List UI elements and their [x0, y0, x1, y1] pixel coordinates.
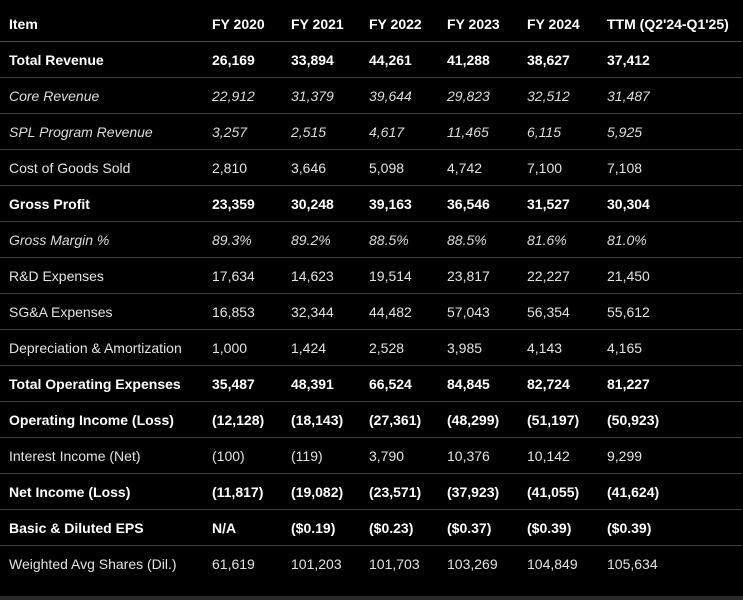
- table-cell: 22,912: [203, 78, 282, 114]
- table-row: [0, 78, 742, 114]
- table-cell: 31,527: [518, 186, 598, 222]
- row-label: R&D Expenses: [0, 258, 203, 294]
- table-cell: (19,082): [282, 474, 360, 510]
- header-item: Item: [0, 6, 203, 42]
- table-cell: 1,000: [203, 330, 282, 366]
- table-cell: ($0.37): [438, 510, 518, 546]
- table-cell: 4,742: [438, 150, 518, 186]
- table-cell: 81.6%: [518, 222, 598, 258]
- table-cell: (23,571): [360, 474, 438, 510]
- table-cell: 61,619: [212, 555, 255, 572]
- table-cell: 9,299: [598, 438, 742, 474]
- table-cell: 32,344: [282, 294, 360, 330]
- row-label: Core Revenue: [0, 78, 203, 114]
- table-cell: N/A: [203, 510, 282, 546]
- row-label: Cost of Goods Sold: [0, 150, 203, 186]
- table-cell: 33,894: [282, 42, 360, 78]
- table-cell: (18,143): [282, 402, 360, 438]
- table-row: [0, 330, 742, 366]
- financial-table: [0, 6, 742, 581]
- table-cell: (119): [282, 438, 360, 474]
- table-cell: 66,524: [360, 366, 438, 402]
- table-cell: 23,359: [203, 186, 282, 222]
- table-cell: 89.2%: [282, 222, 360, 258]
- table-cell: 11,465: [438, 114, 518, 150]
- table-cell: 82,724: [518, 366, 598, 402]
- table-cell: ($0.39): [598, 510, 742, 546]
- header-fy2022: FY 2022: [360, 6, 438, 42]
- row-label: Gross Profit: [0, 186, 203, 222]
- header-fy2020: FY 2020: [203, 6, 282, 42]
- row-label: Interest Income (Net): [0, 438, 203, 474]
- table-cell: 44,482: [360, 294, 438, 330]
- table-row: [0, 186, 742, 222]
- table-cell: 4,143: [518, 330, 598, 366]
- table-row: [0, 42, 742, 78]
- table-row: [0, 510, 742, 546]
- table-cell: 56,354: [518, 294, 598, 330]
- table-cell: 19,514: [360, 258, 438, 294]
- table-cell: 3,257: [203, 114, 282, 150]
- row-label: Total Revenue: [0, 42, 203, 78]
- row-label: SPL Program Revenue: [0, 114, 203, 150]
- table-cell: 35,487: [203, 366, 282, 402]
- table-cell: 32,512: [518, 78, 598, 114]
- table-row: [0, 402, 742, 438]
- table-cell: 41,288: [438, 42, 518, 78]
- table-cell: 10,142: [518, 438, 598, 474]
- table-cell: 30,248: [282, 186, 360, 222]
- table-cell: (27,361): [360, 402, 438, 438]
- table-cell: 88.5%: [438, 222, 518, 258]
- table-cell: ($0.23): [360, 510, 438, 546]
- table-cell: 1,424: [282, 330, 360, 366]
- bottom-scroll-strip: [0, 596, 743, 600]
- table-cell: 38,627: [518, 42, 598, 78]
- header-fy2024: FY 2024: [518, 6, 598, 42]
- table-cell: (50,923): [598, 402, 742, 438]
- table-cell: 4,617: [360, 114, 438, 150]
- table-cell: 7,100: [518, 150, 598, 186]
- table-cell: 26,169: [203, 42, 282, 78]
- table-cell: 21,450: [598, 258, 742, 294]
- header-fy2023: FY 2023: [438, 6, 518, 42]
- table-cell: 84,845: [438, 366, 518, 402]
- table-cell: 23,817: [438, 258, 518, 294]
- row-label: Depreciation & Amortization: [0, 330, 203, 366]
- table-cell: 2,810: [203, 150, 282, 186]
- row-label: Net Income (Loss): [0, 474, 203, 510]
- row-label: Total Operating Expenses: [0, 366, 203, 402]
- table-cell: (41,055): [518, 474, 598, 510]
- table-cell: 31,487: [598, 78, 742, 114]
- table-cell: 81.0%: [598, 222, 742, 258]
- row-label: Gross Margin %: [0, 222, 203, 258]
- table-cell: 104,849: [527, 555, 578, 572]
- table-cell: (100): [203, 438, 282, 474]
- table-cell: 14,623: [282, 258, 360, 294]
- table-cell: 3,985: [438, 330, 518, 366]
- table-row: [0, 150, 742, 186]
- table-cell: 105,634: [607, 555, 658, 572]
- table-cell: 57,043: [438, 294, 518, 330]
- table-cell: (51,197): [518, 402, 598, 438]
- table-cell: 39,644: [360, 78, 438, 114]
- table-cell: 3,790: [360, 438, 438, 474]
- header-ttm: TTM (Q2'24-Q1'25): [598, 6, 742, 42]
- table-cell: ($0.19): [282, 510, 360, 546]
- table-cell: 30,304: [598, 186, 742, 222]
- table-cell: 31,379: [282, 78, 360, 114]
- table-cell: 4,165: [598, 330, 742, 366]
- table-cell: 7,108: [598, 150, 742, 186]
- table-cell: 5,925: [598, 114, 742, 150]
- table-row: [0, 258, 742, 294]
- row-label: Basic & Diluted EPS: [0, 510, 203, 546]
- table-cell: 2,515: [282, 114, 360, 150]
- table-cell: (37,923): [438, 474, 518, 510]
- header-fy2021: FY 2021: [282, 6, 360, 42]
- table-cell: 39,163: [360, 186, 438, 222]
- table-cell: 16,853: [203, 294, 282, 330]
- table-cell: 55,612: [598, 294, 742, 330]
- table-row: [0, 366, 742, 402]
- table-cell: 44,261: [360, 42, 438, 78]
- table-cell: 101,203: [291, 555, 342, 572]
- table-cell: ($0.39): [518, 510, 598, 546]
- table-cell: 89.3%: [203, 222, 282, 258]
- row-label: Weighted Avg Shares (Dil.): [9, 555, 177, 572]
- table-cell: 22,227: [518, 258, 598, 294]
- table-row: [0, 474, 742, 510]
- table-cell: 37,412: [598, 42, 742, 78]
- table-row: [0, 438, 742, 474]
- table-cell: (11,817): [203, 474, 282, 510]
- table-cell: 10,376: [438, 438, 518, 474]
- table-cell: 36,546: [438, 186, 518, 222]
- table-cell: 101,703: [369, 555, 420, 572]
- table-cell: 5,098: [360, 150, 438, 186]
- row-label: Operating Income (Loss): [0, 402, 203, 438]
- table-cell: 48,391: [282, 366, 360, 402]
- table-cell: (12,128): [203, 402, 282, 438]
- table-row: [0, 294, 742, 330]
- table-cell: 103,269: [447, 555, 498, 572]
- table-cell: (48,299): [438, 402, 518, 438]
- table-body: [0, 42, 742, 582]
- table-row: [0, 222, 742, 258]
- table-cell: 88.5%: [360, 222, 438, 258]
- table-cell: 2,528: [360, 330, 438, 366]
- table-cell: 3,646: [282, 150, 360, 186]
- table-row: [0, 546, 742, 582]
- table-cell: 17,634: [203, 258, 282, 294]
- row-label: SG&A Expenses: [0, 294, 203, 330]
- table-cell: 29,823: [438, 78, 518, 114]
- table-row: [0, 114, 742, 150]
- table-cell: 6,115: [518, 114, 598, 150]
- table-cell: (41,624): [598, 474, 742, 510]
- header-row: [0, 6, 742, 42]
- table-cell: 81,227: [598, 366, 742, 402]
- table-header: [0, 6, 742, 42]
